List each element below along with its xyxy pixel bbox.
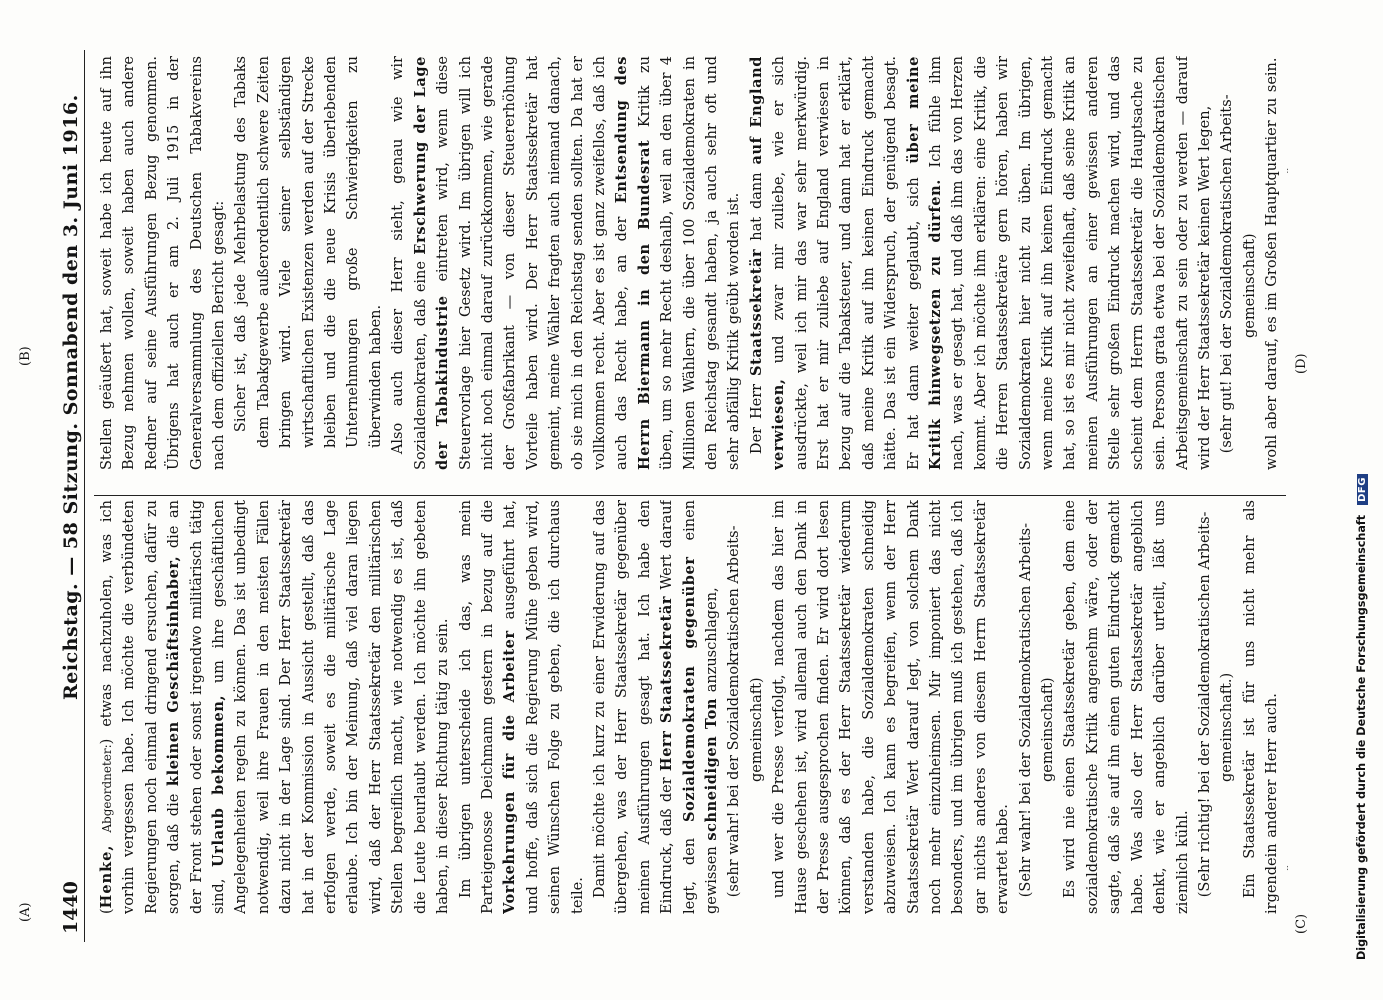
interjection-tail: gemeinschaft) — [748, 677, 765, 782]
right-column — [96, 56, 1288, 470]
page-number: 1440 — [60, 881, 82, 934]
interjection: (Sehr wahr! bei der Sozialdemokratischen Arbeits- — [1017, 523, 1034, 898]
paragraph: wohl aber darauf, es im Großen Hauptquartier zu sein. — [1264, 57, 1281, 470]
emphasis: Vorkehrungen für die Arbeiter — [501, 630, 519, 914]
paragraph-text: etwas nachzuholen, was ich vorhin vergessen habe. Ich möchte die verbündeten Regierungen noch einmal dringend ersuchen, dafür zu sorgen, daß die — [99, 500, 183, 914]
emphasis: Herr Staatssekretär — [658, 595, 676, 772]
emphasis: Erschwerung der Lage der Tabakindustrie — [411, 56, 452, 470]
speaker-note: Abgeordneter: — [100, 744, 114, 833]
paragraph-text: Damit möchte ich kurz zu einer Erwiderung auf das übergehen, was der Herr Staatssekretär gegenüber meinen Ausführungen gesagt hat. Ich habe den Eindruck, daß der — [591, 500, 676, 914]
paragraph — [746, 56, 1217, 470]
paragraph — [387, 56, 746, 470]
paragraph-text: anzuschlagen, — [703, 587, 720, 693]
header-rule — [84, 50, 85, 942]
column-divider — [94, 495, 1286, 496]
paragraph-text: ausgeführt hat, und hoffe, daß sich die Regierung Mühe geben wird, seinen Wünschen Folge zu geben, die ich durchaus teile. — [502, 500, 586, 914]
paragraph-text — [1287, 500, 1288, 914]
speaker-name: Henke, — [98, 844, 115, 909]
emphasis: kleinen Geschäftsinhaber, — [165, 555, 183, 787]
interjection: (sehr wahr! bei der Sozialdemokratischen Arbeits- — [726, 525, 743, 898]
paragraph: und wer die Presse verfolgt, nachdem das hier im Hause geschehen ist, wird allemal auch den Dank in der Presse ausgesprochen finden. Er wird dort lesen können, daß es der Herr Staatssekretär wiederum verstanden habe, die Sozialdemokraten schneidig abzuweisen. Ich kann es begreifen, wenn der Herr Staatssekretär Wert darauf legt, von solchem Dank noch mehr einzuheimsen. Mir imponiert das nicht besonders, und im übrigen muß ich gestehen, daß ich gar nichts anderes von diesem Herrn Staatssekretär erwartet habe. — [771, 500, 1012, 914]
emphasis: Staatssekretär — [747, 248, 765, 376]
interjection-tail: gemeinschaft) — [1241, 233, 1258, 338]
credit-text: Digitalisierung gefördert durch die Deutsche Forschungsgemeinschaft — [1355, 514, 1368, 960]
paragraph: Stellen geäußert hat, soweit habe ich heute auf ihn Bezug nehmen wollen, soweit haben auch andere Redner auf seine Ausführungen Bezug genommen. Übrigens hat auch er am 2. Juli 1915 in der Generalversammlung des Deutschen Tabakvereins nach dem offiziellen Bericht gesagt: — [99, 56, 228, 470]
paragraph-text: hat dann — [748, 172, 765, 241]
paragraph-text: eintreten wird, wenn diese Steuervorlage hier Gesetz wird. Im übrigen will ich nicht noch einmal darauf zurückkommen, wie gerade der Großfabrikant — von dieser Steuererhöhung Vorteile haben wird. Der Herr Staatssekretär hat gemeint, meine Wähler fragten auch niemand danach, ob sie mich in den Reichstag senden sollten. Da hat er vollkommen recht. Aber es ist ganz zweifellos, daß ich auch das Recht habe, an der — [435, 56, 631, 470]
paragraph-text: um ihre geschäftlichen Angelegenheiten regeln zu können. Das ist unbedingt notwendig, weil ihre Frauen in den meisten Fällen dazu nicht in der Lage sind. Der Herr Staatssekretär hat in der Kommission in Aussicht gestellt, daß das erfolgen werde, soweit es die militärische Lage erlaube. Ich bin der Meinung, daß viel daran liegen wird, daß der Herr Staatssekretär den militärischen Stellen begreiflich macht, wie notwendig es ist, daß die Leute beurlaubt werden. Ich möchte ihn gebeten haben, in dieser Richtung tätig zu sein. — [211, 500, 452, 914]
paragraph-text — [1287, 56, 1288, 470]
paragraph-text: Kritik zu üben, um so mehr Recht deshalb, weil an den über 4 Millionen Wählern, die über 100 Sozialdemokraten in den Reichstag gesandt haben, ja auch sehr oft und sehr abfällig Kritik geübt worden ist. — [636, 56, 743, 470]
margin-marker-a: (A) — [18, 902, 33, 922]
emphasis: auf England verwiesen, — [747, 56, 788, 470]
interjection-tail: gemeinschaft.) — [1219, 672, 1236, 782]
paragraph-text: die an der Front stehen oder sonst irgendwo militärisch tätig sind, — [166, 500, 228, 914]
paragraph-text: Ich fühle ihm nach, was er gesagt hat, und daß ihm das von Herzen kommt. Aber ich möchte ihm erklären: eine Kritik, die die Herren Staatssekretäre gern hören, haben wir Sozialdemokraten hier nicht zu üben. Im übrigen, wenn meine Kritik auf ihn keinen Eindruck gemacht hat, so ist es mir nicht zweifelhaft, daß seine Kritik an meinen Ausführungen an einer gewissen anderen Stelle sehr großen Eindruck machen wird, und das scheint dem Herrn Staatssekretär die Hauptsache zu sein. Persona grata etwa bei der Sozialdemokratischen Arbeitsgemeinschaft zu sein oder zu werden — darauf wird der Herr Staatssekretär keinen Wert legen, — [928, 56, 1213, 470]
paragraph-text: einen gewissen — [681, 500, 720, 914]
digitization-credit — [1355, 474, 1368, 960]
paragraph: Ein Staatssekretär ist für uns nicht mehr als irgendein anderer Herr auch. — [1241, 500, 1281, 914]
margin-marker-c: (C) — [1294, 913, 1309, 934]
emphasis: Entsendung des Herrn Biermann in den Bundesrat — [613, 56, 653, 470]
paragraph-text: Also auch dieser Herr sieht, genau wie wir Sozialdemokraten, daß eine — [390, 56, 429, 470]
paragraph — [1284, 56, 1288, 470]
quotation: Sicher ist, daß jede Mehrbelastung des Tabaks dem Tabakgewerbe außerordentlich schwere Zeiten bringen wird. Viele seiner selbständigen wirtschaftlichen Existenzen werden auf der Strecke bleiben und die die neue Krisis überlebenden Unternehmungen große Schwierigkeiten zu überwinden haben. — [233, 56, 384, 448]
paragraph-text: Wert darauf legt, den — [659, 500, 698, 914]
paragraph — [589, 500, 723, 914]
paragraph-text: und zwar mir zuliebe, wie er sich ausdrückte, weil ich mir das war sehr merkwürdig. Erst hat er mir zuliebe auf England verwiesen in bezug auf die Tabaksteuer, und dann hat er erklärt, daß meine Kritik auf ihn keinen Eindruck gemacht hätte. Das ist ein Widerspruch, der genügend besagt. Er hat dann weiter geglaubt, sich — [771, 56, 922, 470]
interjection-tail: gemeinschaft) — [1040, 677, 1057, 782]
paragraph-text: Im übrigen unterscheide ich das, was mein Parteigenosse Deichmann gestern in bezug auf die — [457, 500, 496, 914]
margin-marker-b: (B) — [18, 346, 33, 366]
emphasis: schneidigen Ton — [702, 697, 720, 841]
interjection: (sehr gut! bei der Sozialdemokratischen Arbeits- — [1219, 94, 1236, 454]
paragraph — [455, 500, 589, 914]
emphasis: Urlaub bekommen, — [210, 694, 228, 868]
dfg-logo: DFG — [1357, 474, 1368, 505]
interjection: (Sehr richtig! bei der Sozialdemokratischen Arbeits- — [1196, 511, 1213, 898]
paragraph — [1284, 500, 1288, 914]
paragraph: (Henke, Abgeordneter:) etwas nachzuholen, was ich vorhin vergessen habe. Ich möchte die verbündeten Regierungen noch einmal dringend ersuchen, dafür zu sorgen, daß die kleinen Geschäftsinhaber, die an der Front stehen oder sonst irgendwo militärisch tätig sind, Urlaub bekommen, um ihre geschäftlichen Angelegenheiten regeln zu können. Das ist unbedingt notwendig, weil ihre Frauen in den meisten Fällen dazu nicht in der Lage sind. Der Herr Staatssekretär hat in der Kommission in Aussicht gestellt, daß das erfolgen werde, soweit es die militärische Lage erlaube. Ich bin der Meinung, daß viel daran liegen wird, daß der Herr Staatssekretär den militärischen Stellen begreiflich macht, wie notwendig es ist, daß die Leute beurlaubt werden. Ich möchte ihn gebeten haben, in dieser Richtung tätig zu sein. — [98, 500, 452, 914]
paragraph: Es wird nie einen Staatssekretär geben, dem eine sozialdemokratische Kritik angenehm wäre, oder der sagte, daß sie auf ihn einen guten Eindruck gemacht habe. Was also der Herr Staatssekretär angeblich denkt, wie er angeblich darüber urteilt, läßt uns ziemlich kühl. — [1062, 500, 1191, 914]
paragraph-text: Der Herr — [748, 383, 765, 455]
emphasis: Sozialdemokraten gegenüber — [680, 556, 698, 822]
margin-marker-d: (D) — [1294, 353, 1309, 374]
emphasis: über meine Kritik hinwegsetzen zu dürfen. — [904, 56, 945, 470]
running-title: Reichstag. — 58 Sitzung. Sonnabend den 3. Juni 1916. — [60, 94, 82, 700]
left-column — [96, 500, 1288, 914]
